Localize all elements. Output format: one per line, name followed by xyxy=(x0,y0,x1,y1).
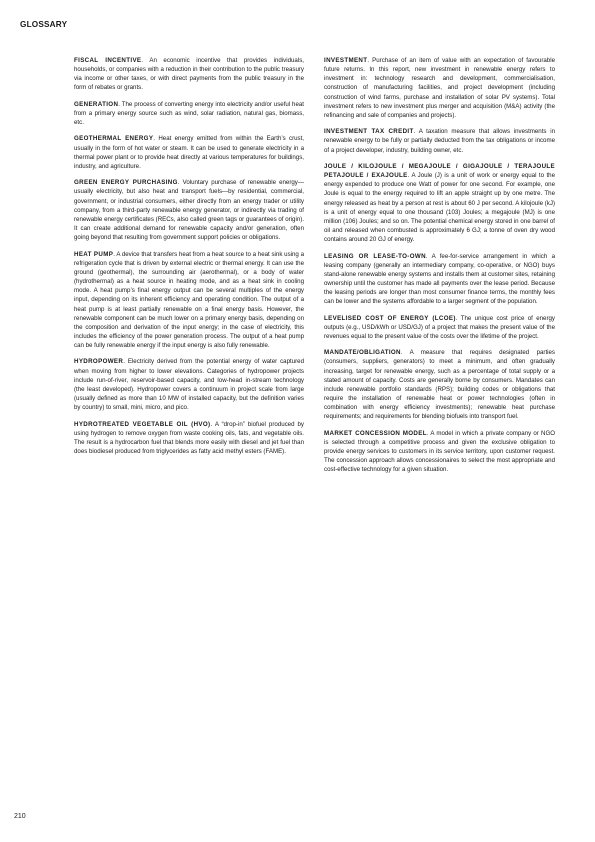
glossary-entry: MARKET CONCESSION MODEL. A model in which a private company or NGO is selected through a competitive process and given the exclusive obligation to provide energy services to customers in its service territory, upon customer request. The concession approach allows concessionaires to select the most appropriate and cost-effective technology for a given situation. xyxy=(324,429,555,474)
glossary-term: HYDROTREATED VEGETABLE OIL (HVO) xyxy=(74,420,211,428)
glossary-definition: An economic incentive that provides individuals, households, or companies with a reduction in their contribution to the public treasury via income or other taxes, or with direct payments from the public treasury in the form of rebates or grants. xyxy=(74,57,304,92)
glossary-term: INVESTMENT xyxy=(324,57,368,64)
glossary-entry: HEAT PUMP. A device that transfers heat from a heat source to a heat sink using a refrigeration cycle that is driven by external electric or thermal energy. It can use the ground (geothermal), the surrounding air (aerothermal), or a body of water (hydrothermal) as a heat source in heating mode, and as a heat sink in cooling mode. A heat pump’s final energy output can be several multiples of the energy input, depending on its inherent efficiency and operating condition. The output of a heat pump is at least partially renewable on a final energy basis. However, the renewable component can be much lower on a primary energy basis, depending on the composition and derivation of the input energy; in the case of electricity, this includes the efficiency of the power generation process. The output of a heat pump can be fully renewable energy if the input energy is also fully renewable. xyxy=(74,250,305,350)
glossary-entry: GEOTHERMAL ENERGY. Heat energy emitted from within the Earth’s crust, usually in the form of hot water or steam. It can be used to generate electricity in a thermal power plant or to provide heat directly at various temperatures for buildings, industry, and agriculture. xyxy=(74,135,305,170)
glossary-definition: Purchase of an item of value with an expectation of favourable future returns. In this report, new investment in renewable energy refers to investment in: technology research and development, commercialisation, construction of manufacturing facilities, and project development (including construction of wind farms, purchase and installation of solar PV systems). Total investment refers to new investment plus merger and acquisition (M&A) activity (the refinancing and sale of companies and projects). xyxy=(324,57,555,119)
glossary-definition: A measure that requires designated parties (consumers, suppliers, generators) to meet a minimum, and often gradually increasing, target for renewable energy, such as a percentage of total supply or a stated amount of capacity. Costs are generally borne by consumers. Mandates can include renewable portfolio standards (RPS); building codes or obligations that require the installation of renewable heat or power technologies (often in combination with energy efficiency investments); renewable heat purchase requirements; and requirements for blending biofuels into transport fuel. xyxy=(324,349,555,421)
glossary-entry: GENERATION. The process of converting energy into electricity and/or useful heat from a primary energy source such as wind, solar radiation, natural gas, biomass, etc. xyxy=(74,100,304,127)
glossary-entry: LEVELISED COST OF ENERGY (LCOE). The unique cost price of energy outputs (e.g., USD/kWh or USD/GJ) of a project that makes the present value of the revenues equal to the present value of the costs over the lifetime of the project. xyxy=(324,314,555,340)
section-header: GLOSSARY xyxy=(20,20,68,29)
glossary-definition: A model in which a private company or NGO is selected through a competitive process and given the exclusive obligation to provide energy services to customers in its service territory, upon customer request. The concession approach allows concessionaires to select the most appropriate and cost-effective technology for a given situation. xyxy=(324,429,555,474)
glossary-term: MARKET CONCESSION MODEL xyxy=(324,429,427,437)
glossary-term: HEAT PUMP xyxy=(74,250,114,258)
glossary-entry: INVESTMENT TAX CREDIT. A taxation measure that allows investments in renewable energy to be fully or partially deducted from the tax obligations or income of a project developer, industry, building owner, etc. xyxy=(324,128,555,154)
glossary-definition: The process of converting energy into electricity and/or useful heat from a primary energy source such as wind, solar radiation, natural gas, biomass, etc. xyxy=(74,100,304,127)
glossary-definition: A device that transfers heat from a heat source to a heat sink using a refrigeration cycle that is driven by external electric or thermal energy. It can use the ground (geothermal), the surrounding air (aerothermal), or a body of water (hydrothermal) as a heat source in heating mode, and as a heat sink in cooling mode. A heat pump’s final energy output can be several multiples of the energy input, depending on its inherent efficiency and operating condition. The output of a heat pump is at least partially renewable on a final energy basis. However, the renewable component can be much lower on a primary energy basis, depending on the composition and derivation of the input energy; in the case of electricity, this includes the efficiency of the power generation process. The output of a heat pump can be fully renewable energy if the input energy is also fully renewable. xyxy=(74,250,305,350)
page-number: 210 xyxy=(14,813,26,820)
glossary-term: HYDROPOWER xyxy=(74,358,124,366)
glossary-term: LEVELISED COST OF ENERGY (LCOE) xyxy=(324,314,456,322)
glossary-term: GEOTHERMAL ENERGY xyxy=(74,135,154,143)
glossary-entry: JOULE / KILOJOULE / MEGAJOULE / GIGAJOULE / TERAJOULE PETAJOULE / EXAJOULE. A Joule (J) is a unit of work or energy equal to the energy expended to produce one Watt of power for one second. For example, one Joule is equal to the energy required to lift an apple straight up by one metre. The energy released as heat by a person at rest is about 60 J per second. A kilojoule (kJ) is a unit of energy equal to one thousand (103) Joules; a megajoule (MJ) is one million (106) Joules; and so on. The potential chemical energy stored in one barrel of oil and released when combusted is approximately 6 GJ; a tonne of oven dry wood contains around 20 GJ of energy. xyxy=(324,162,555,244)
glossary-term: GENERATION xyxy=(74,100,119,108)
glossary-term: MANDATE/OBLIGATION xyxy=(324,349,401,357)
glossary-entry: HYDROTREATED VEGETABLE OIL (HVO). A “drop-in” biofuel produced by using hydrogen to remove oxygen from waste cooking oils, fats, and vegetable oils. The result is a hydrocarbon fuel that blends more easily with diesel and jet fuel than does biodiesel produced from triglycerides as fatty acid methyl esters (FAME). xyxy=(74,420,305,456)
glossary-entry: LEASING OR LEASE-TO-OWN. A fee-for-service arrangement in which a leasing company (generally an intermediary company, co-operative, or NGO) buys stand-alone renewable energy systems and installs them at customer sites, retaining ownership until the customer has made all payments over the lease period. Because the leasing periods are longer than most consumer finance terms, the monthly fees can be lower and the systems affordable to a larger segment of the population. xyxy=(324,252,556,306)
glossary-definition: Electricity derived from the potential energy of water captured when moving from higher to lower elevations. Categories of hydropower projects include run-of-river, reservoir-based capacity, and low-head in-stream technology (the least developed). Hydropower covers a continuum in project scale from large (usually defined as more than 10 MW of installed capacity, but the definition varies by country) to small, mini, micro, and pico. xyxy=(74,358,304,412)
glossary-definition: A “drop-in” biofuel produced by using hydrogen to remove oxygen from waste cooking oils, fats, and vegetable oils. The result is a hydrocarbon fuel that blends more easily with diesel and jet fuel than does biodiesel produced from triglycerides as fatty acid methyl esters (FAME). xyxy=(74,420,305,456)
glossary-definition: The unique cost price of energy outputs (e.g., USD/kWh or USD/GJ) of a project that makes the present value of the revenues equal to the present value of the costs over the lifetime of the project. xyxy=(324,314,555,340)
glossary-term: FISCAL INCENTIVE xyxy=(74,57,142,64)
glossary-definition: Heat energy emitted from within the Earth’s crust, usually in the form of hot water or steam. It can be used to generate electricity in a thermal power plant or to provide heat directly at various temperatures for buildings, industry, and agriculture. xyxy=(74,135,305,170)
glossary-term: LEASING OR LEASE-TO-OWN xyxy=(324,252,426,260)
glossary-column-left xyxy=(74,56,304,463)
glossary-entry: FISCAL INCENTIVE. An economic incentive that provides individuals, households, or companies with a reduction in their contribution to the public treasury via income or other taxes, or with direct payments from the public treasury in the form of rebates or grants. xyxy=(74,57,304,92)
glossary-entry: GREEN ENERGY PURCHASING. Voluntary purchase of renewable energy—usually electricity, but also heat and transport fuels—by residential, commercial, government, or industrial consumers, either directly from an energy trader or utility company, from a third-party renewable energy generator, or indirectly via trading of renewable energy certificates (RECs, also called green tags or guarantees of origin). It can create additional demand for renewable capacity and/or generation, often going beyond that resulting from government support policies or obligations. xyxy=(74,179,304,242)
glossary-term: JOULE / KILOJOULE / MEGAJOULE / GIGAJOULE / TERAJOULE PETAJOULE / EXAJOULE xyxy=(324,162,555,180)
glossary-column-right xyxy=(324,56,555,482)
glossary-definition: Voluntary purchase of renewable energy—usually electricity, but also heat and transport fuels—by residential, commercial, government, or industrial consumers, either directly from an energy trader or utility company, from a third-party renewable energy generator, or indirectly via trading of renewable energy certificates (RECs, also called green tags or guarantees of origin). It can create additional demand for renewable capacity and/or generation, often going beyond that resulting from government support policies or obligations. xyxy=(74,179,304,242)
glossary-definition: A Joule (J) is a unit of work or energy equal to the energy expended to produce one Watt of power for one second. For example, one Joule is equal to the energy required to lift an apple straight up by one metre. The energy released as heat by a person at rest is about 60 J per second. A kilojoule (kJ) is a unit of energy equal to one thousand (103) Joules; a megajoule (MJ) is one million (106) Joules; and so on. The potential chemical energy stored in one barrel of oil and released when combusted is approximately 6 GJ; a tonne of oven dry wood contains around 20 GJ of energy. xyxy=(324,172,555,244)
glossary-term: INVESTMENT TAX CREDIT xyxy=(324,128,414,136)
glossary-entry: INVESTMENT. Purchase of an item of value with an expectation of favourable future returns. In this report, new investment in renewable energy refers to investment in: technology research and development, commercialisation, construction of manufacturing facilities, and project development (including construction of wind farms, purchase and installation of solar PV systems). Total investment refers to new investment plus merger and acquisition (M&A) activity (the refinancing and sale of companies and projects). xyxy=(324,57,555,119)
glossary-entry: MANDATE/OBLIGATION. A measure that requires designated parties (consumers, suppliers, generators) to meet a minimum, and often gradually increasing, target for renewable energy, such as a percentage of total supply or a stated amount of capacity. Costs are generally borne by consumers. Mandates can include renewable portfolio standards (RPS); building codes or obligations that require the installation of renewable heat or power technologies (often in combination with energy efficiency investments); renewable heat purchase requirements; and requirements for blending biofuels into transport fuel. xyxy=(324,349,555,421)
glossary-definition: A taxation measure that allows investments in renewable energy to be fully or partially deducted from the tax obligations or income of a project developer, industry, building owner, etc. xyxy=(324,128,555,154)
glossary-definition: A fee-for-service arrangement in which a leasing company (generally an intermediary company, co-operative, or NGO) buys stand-alone renewable energy systems and installs them at customer sites, retaining ownership until the customer has made all payments over the lease period. Because the leasing periods are longer than most consumer finance terms, the monthly fees can be lower and the systems affordable to a larger segment of the population. xyxy=(324,252,556,306)
glossary-term: GREEN ENERGY PURCHASING xyxy=(74,179,178,187)
glossary-entry: HYDROPOWER. Electricity derived from the potential energy of water captured when moving from higher to lower elevations. Categories of hydropower projects include run-of-river, reservoir-based capacity, and low-head in-stream technology (the least developed). Hydropower covers a continuum in project scale from large (usually defined as more than 10 MW of installed capacity, but the definition varies by country) to small, mini, micro, and pico. xyxy=(74,358,304,412)
